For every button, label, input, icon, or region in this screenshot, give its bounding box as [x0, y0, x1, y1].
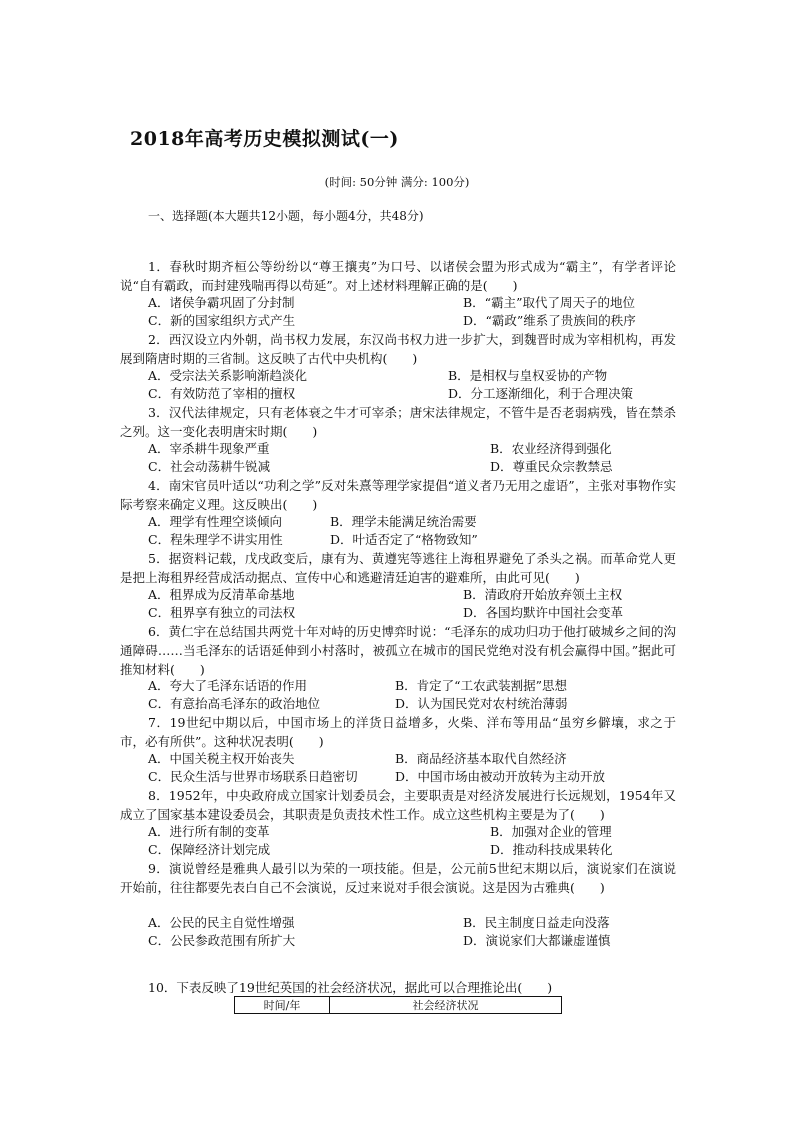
- question-3-option-c[interactable]: C．社会动荡耕牛锐减: [148, 459, 271, 474]
- question-4-stem: 4．南宋官员叶适以“功利之学”反对朱熹等理学家提倡“道义者乃无用之虚语”，主张对事物作实际考察来确定义理。这反映出( ): [120, 478, 676, 512]
- question-8-stem: 8．1952年，中央政府成立国家计划委员会，主要职责是对经济发展进行长远规划，1954年又成立了国家基本建设委员会，其职责是负责技术性工作。成立这些机构主要是为了( ): [120, 788, 676, 822]
- question-7-stem: 7．19世纪中期以后，中国市场上的洋货日益增多，火柴、洋布等用品“虽穷乡僻壤，求之于市，必有所供”。这种状况表明( ): [120, 715, 676, 749]
- question-8-option-a[interactable]: A．进行所有制的变革: [148, 824, 270, 839]
- question-7-option-d[interactable]: D．中国市场由被动开放转为主动开放: [395, 769, 606, 784]
- question-3-option-d[interactable]: D．尊重民众宗教禁忌: [490, 459, 613, 474]
- question-5-option-c[interactable]: C．租界享有独立的司法权: [148, 605, 296, 620]
- question-8-option-c[interactable]: C．保障经济计划完成: [148, 842, 271, 857]
- question-6-option-c[interactable]: C．有意抬高毛泽东的政治地位: [148, 696, 321, 711]
- question-9-stem: 9．演说曾经是雅典人最引以为荣的一项技能。但是，公元前5世纪末期以后，演说家们在演说开始前，往往都要先表白自己不会演说，反过来说对手很会演说。这是因为古雅典( ): [120, 861, 676, 895]
- question-9-option-d[interactable]: D．演说家们大都谦虚谨慎: [463, 933, 611, 948]
- question-2-option-d[interactable]: D．分工逐渐细化，利于合理决策: [448, 386, 634, 401]
- question-6-option-b[interactable]: B．肯定了“工农武装割据”思想: [395, 678, 567, 693]
- question-2-option-a[interactable]: A．受宗法关系影响渐趋淡化: [148, 368, 308, 383]
- table-header-row: [235, 997, 562, 1014]
- question-6-stem: 6．黄仁宇在总结国共两党十年对峙的历史博弈时说：“毛泽东的成功归功于他打破城乡之间的沟通障碍……当毛泽东的话语延伸到小村落时，被孤立在城市的国民党绝对没有机会赢得中国。”据此可推知材料( ): [120, 624, 676, 677]
- question-2-option-c[interactable]: C．有效防范了宰相的擅权: [148, 386, 296, 401]
- question-5-option-d[interactable]: D．各国均默许中国社会变革: [463, 605, 624, 620]
- question-2-option-b[interactable]: B．是相权与皇权妥协的产物: [448, 368, 608, 383]
- question-10-stem: 10．下表反映了19世纪英国的社会经济状况，据此可以合理推论出( ): [148, 980, 553, 995]
- question-1-option-d[interactable]: D．“霸政”维系了贵族间的秩序: [463, 313, 636, 328]
- table-header-time: 时间/年: [235, 997, 330, 1014]
- question-7-option-b[interactable]: B．商品经济基本取代自然经济: [395, 751, 567, 766]
- question-8-option-b[interactable]: B．加强对企业的管理: [490, 824, 612, 839]
- table-header-status: 社会经济状况: [330, 997, 562, 1014]
- question-4-option-b[interactable]: B．理学未能满足统治需要: [330, 514, 477, 529]
- question-9-option-a[interactable]: A．公民的民主自觉性增强: [148, 915, 295, 930]
- page-title: 2018年高考历史模拟测试(一): [130, 128, 399, 150]
- section-heading: 一、选择题(本大题共12小题，每小题4分，共48分): [148, 209, 424, 223]
- question-7-option-a[interactable]: A．中国关税主权开始丧失: [148, 751, 295, 766]
- question-8-option-d[interactable]: D．推动科技成果转化: [490, 842, 613, 857]
- question-7-option-c[interactable]: C．民众生活与世界市场联系日趋密切: [148, 769, 358, 784]
- question-3-option-a[interactable]: A．宰杀耕牛现象严重: [148, 441, 270, 456]
- question-6-option-d[interactable]: D．认为国民党对农村统治薄弱: [395, 696, 568, 711]
- question-9-option-c[interactable]: C．公民参政范围有所扩大: [148, 933, 296, 948]
- question-3-stem: 3．汉代法律规定，只有老体衰之牛才可宰杀；唐宋法律规定，不管牛是否老弱病残，皆在禁杀之列。这一变化表明唐宋时期( ): [120, 405, 676, 439]
- data-table: [234, 996, 562, 1014]
- question-4-option-d[interactable]: D．叶适否定了“格物致知”: [330, 532, 478, 547]
- question-5-option-a[interactable]: A．租界成为反清革命基地: [148, 587, 295, 602]
- question-3-option-b[interactable]: B．农业经济得到强化: [490, 441, 612, 456]
- exam-subtitle: (时间: 50分钟 满分: 100分): [324, 175, 470, 189]
- question-9-option-b[interactable]: B．民主制度日益走向没落: [463, 915, 610, 930]
- question-4-option-c[interactable]: C．程朱理学不讲实用性: [148, 532, 283, 547]
- question-1-option-b[interactable]: B．“霸主”取代了周天子的地位: [463, 295, 635, 310]
- question-2-stem: 2．西汉设立内外朝，尚书权力发展，东汉尚书权力进一步扩大，到魏晋时成为宰相机构，再发展到隋唐时期的三省制。这反映了古代中央机构( ): [120, 332, 676, 366]
- question-5-option-b[interactable]: B．清政府开始放弃领土主权: [463, 587, 623, 602]
- question-1-option-a[interactable]: A．诸侯争霸巩固了分封制: [148, 295, 295, 310]
- question-6-option-a[interactable]: A．夸大了毛泽东话语的作用: [148, 678, 308, 693]
- question-4-option-a[interactable]: A．理学有性理空谈倾向: [148, 514, 283, 529]
- question-1-option-c[interactable]: C．新的国家组织方式产生: [148, 313, 296, 328]
- question-5-stem: 5．据资料记载，戊戌政变后，康有为、黄遵宪等逃往上海租界避免了杀头之祸。而革命党人更是把上海租界经营成活动据点、宣传中心和逃避清廷迫害的避难所，由此可见( ): [120, 551, 676, 585]
- question-1-stem: 1．春秋时期齐桓公等纷纷以“尊王攘夷”为口号、以诸侯会盟为形式成为“霸主”，有学者评论说“自有霸政，而封建残喘再得以苟延”。对上述材料理解正确的是( ): [120, 259, 676, 293]
